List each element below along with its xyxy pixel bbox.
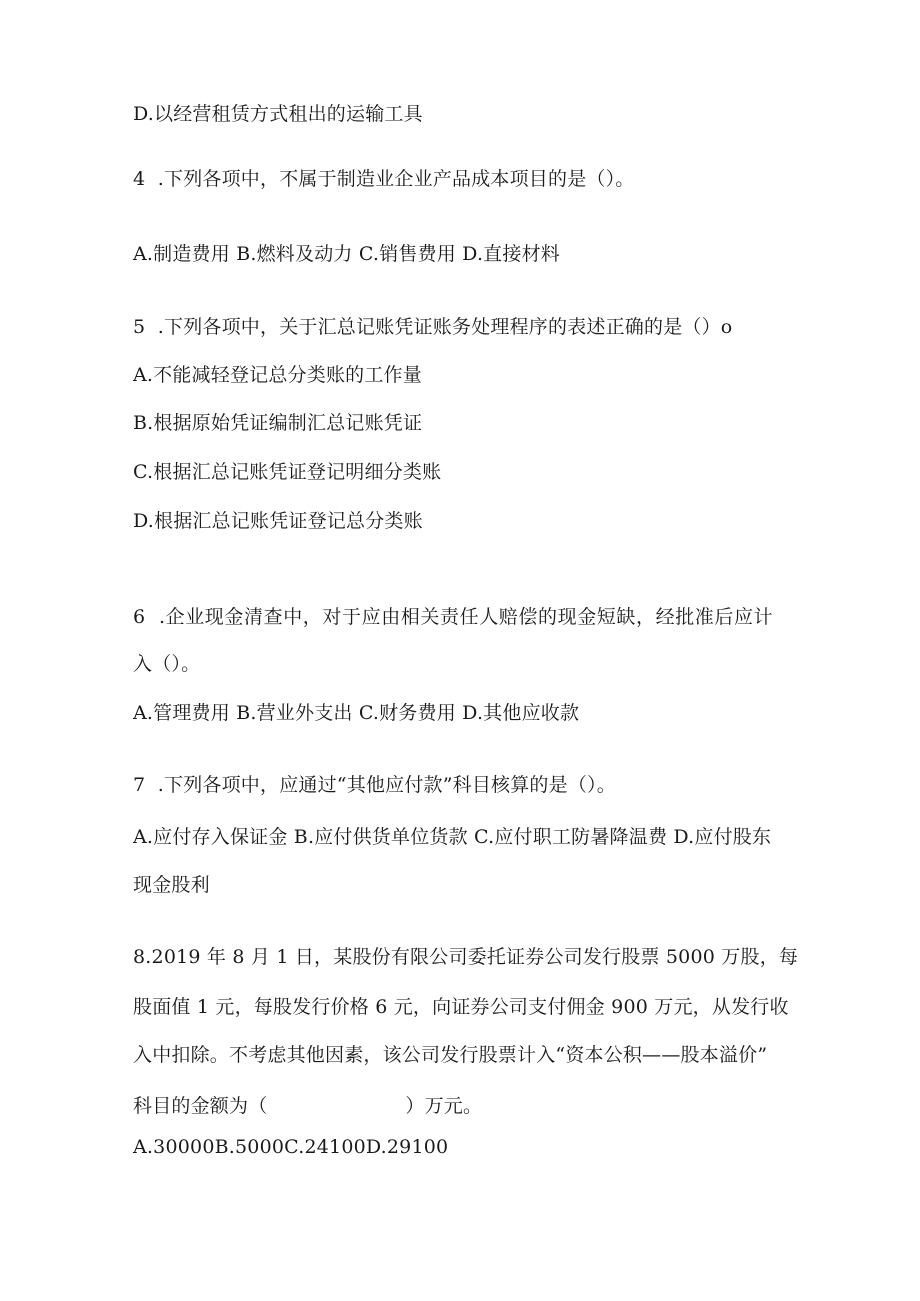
q4-stem: 4 .下列各项中，不属于制造业企业产品成本项目的是（）。 (133, 168, 635, 190)
q8-options: A.30000B.5000C.24100D.29100 (133, 1136, 449, 1158)
q5-option-c: C.根据汇总记账凭证登记明细分类账 (133, 461, 442, 483)
q6-options: A.管理费用 B.营业外支出 C.财务费用 D.其他应收款 (133, 702, 580, 724)
q8-stem-text-before-blank: 科目的金额为（ (133, 1095, 268, 1117)
q4-options: A.制造费用 B.燃料及动力 C.销售费用 D.直接材料 (133, 243, 560, 265)
q5-option-a: A.不能减轻登记总分类账的工作量 (133, 364, 422, 386)
q5-option-b: B.根据原始凭证编制汇总记账凭证 (133, 412, 423, 434)
q7-stem: 7 .下列各项中，应通过“其他应付款”科目核算的是（）。 (133, 774, 616, 796)
q6-stem-line-1: 6 .企业现金清查中，对于应由相关责任人赔偿的现金短缺，经批准后应计 (133, 606, 774, 628)
q5-option-d: D.根据汇总记账凭证登记总分类账 (133, 510, 423, 532)
q7-options-line-1: A.应付存入保证金 B.应付供货单位货款 C.应付职工防暑降温费 D.应付股东 (133, 826, 772, 848)
q5-stem: 5 .下列各项中，关于汇总记账凭证账务处理程序的表述正确的是（）o (133, 316, 733, 338)
q8-stem-line-1: 8.2019 年 8 月 1 日，某股份有限公司委托证券公司发行股票 5000 万股，每 (133, 946, 799, 968)
q6-stem-line-2: 入（）。 (133, 653, 201, 675)
q8-stem-line-2: 股面值 1 元，每股发行价格 6 元，向证券公司支付佣金 900 万元，从发行收 (133, 996, 789, 1018)
q7-options-line-2: 现金股利 (133, 874, 210, 896)
q8-stem-line-4 (133, 1094, 482, 1118)
q8-stem-text-after-blank: ）万元。 (405, 1095, 483, 1117)
q8-stem-line-3: 入中扣除。不考虑其他因素，该公司发行股票计入“资本公积——股本溢价” (133, 1044, 768, 1066)
q3-option-d: D.以经营租赁方式租出的运输工具 (133, 103, 423, 125)
